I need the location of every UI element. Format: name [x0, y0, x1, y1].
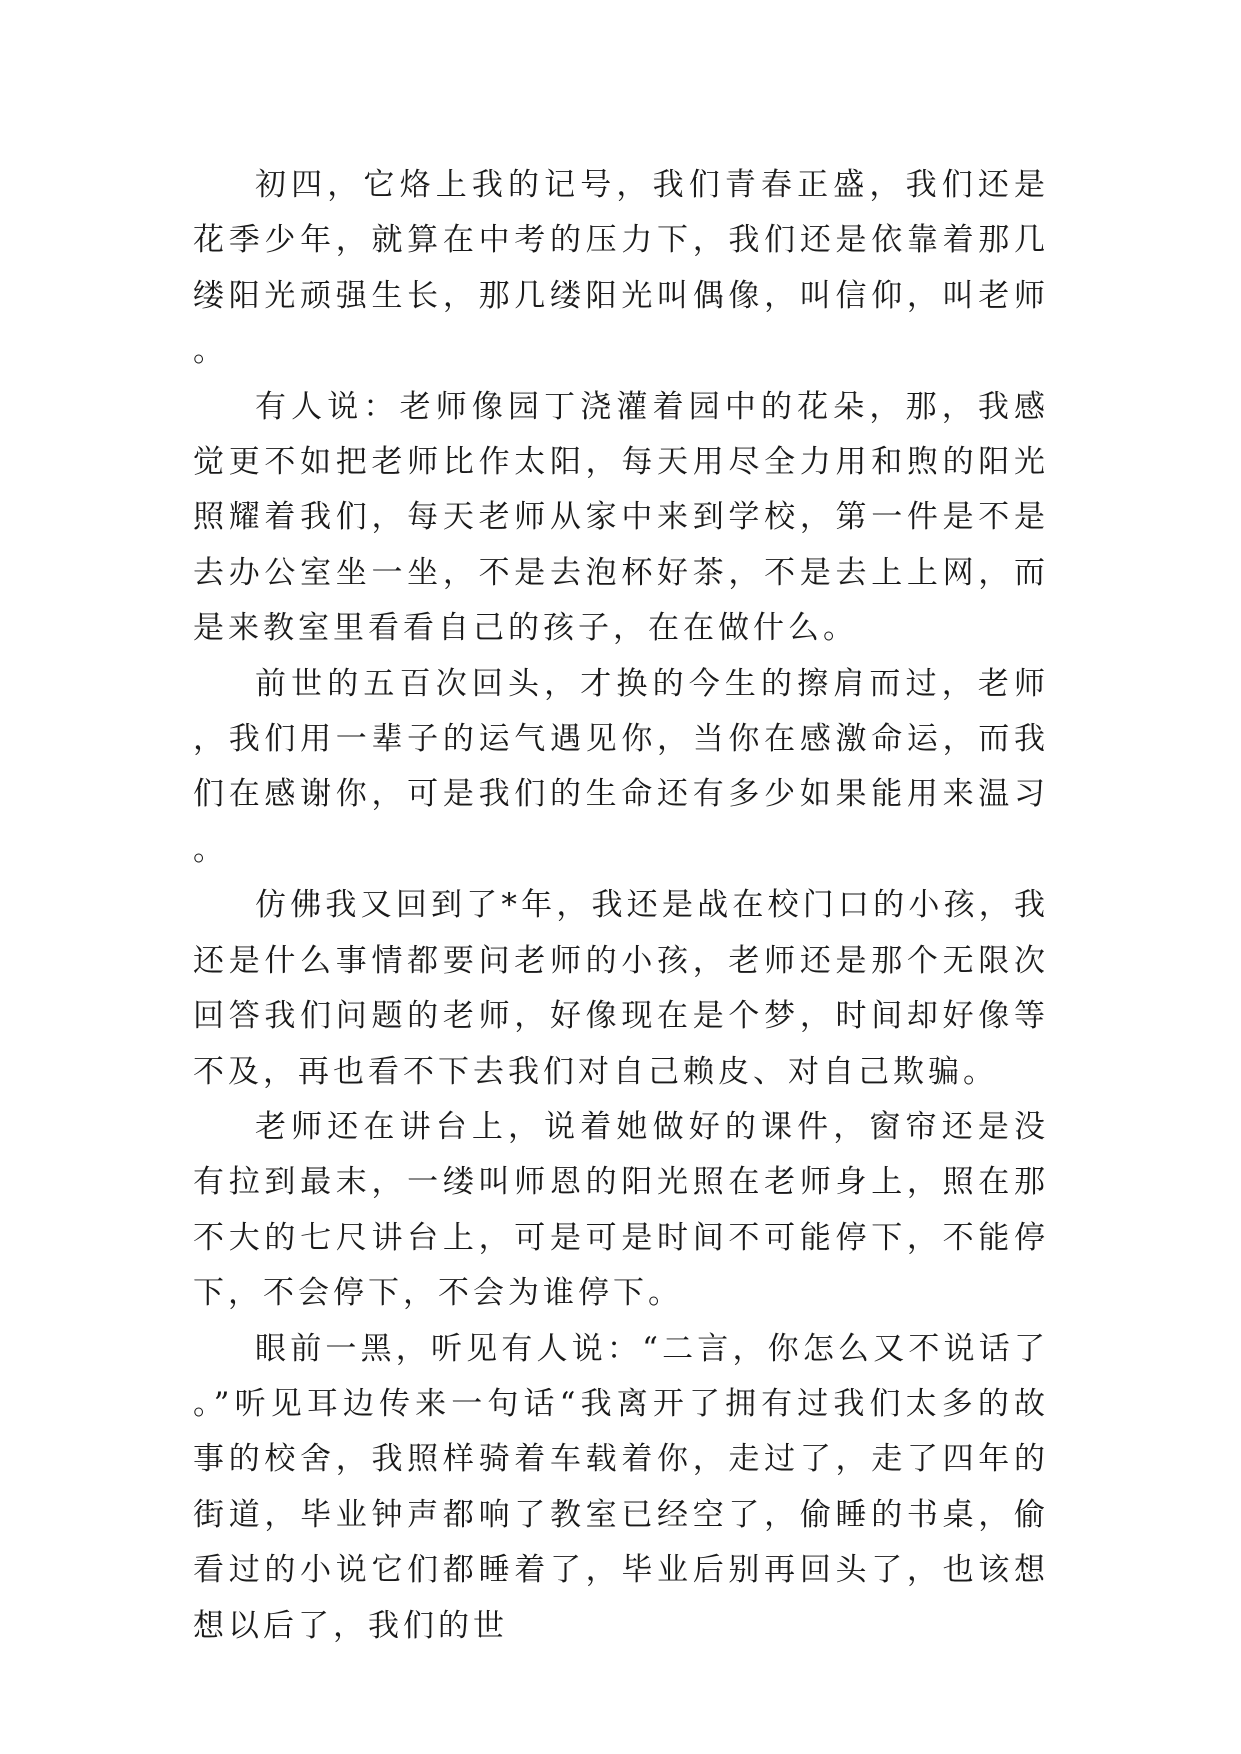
- paragraph-5: 老师还在讲台上，说着她做好的课件，窗帘还是没有拉到最末，一缕叫师恩的阳光照在老师身上，照在那不大的七尺讲台上，可是可是时间不可能停下，不能停下，不会停下，不会为谁停下。: [193, 1108, 1049, 1312]
- paragraph-3: 前世的五百次回头，才换的今生的擦肩而过，老师，我们用一辈子的运气遇见你，当你在感激命运，而我们在感谢你，可是我们的生命还有多少如果能用来温习。: [193, 665, 1049, 868]
- body-text: [193, 158, 1049, 1654]
- paragraph-4: 仿佛我又回到了*年，我还是战在校门口的小孩，我还是什么事情都要问老师的小孩，老师还是那个无限次回答我们问题的老师，好像现在是个梦，时间却好像等不及，再也看不下去我们对自己赖皮、对自己欺骗。: [193, 887, 1049, 1090]
- paragraph-6: 眼前一黑，听见有人说：“二言，你怎么又不说话了。”听见耳边传来一句话“我离开了拥有过我们太多的故事的校舍，我照样骑着车载着你，走过了，走了四年的街道，毕业钟声都响了教室已经空了，偷睡的书桌，偷看过的小说它们都睡着了，毕业后别再回头了，也该想想以后了，我们的世: [193, 1330, 1049, 1644]
- paragraph-2: 有人说：老师像园丁浇灌着园中的花朵，那，我感觉更不如把老师比作太阳，每天用尽全力用和煦的阳光照耀着我们，每天老师从家中来到学校，第一件是不是去办公室坐一坐，不是去泡杯好茶，不是去上上网，而是来教室里看看自己的孩子，在在做什么。: [193, 388, 1049, 647]
- paragraph-1: 初四，它烙上我的记号，我们青春正盛，我们还是花季少年，就算在中考的压力下，我们还是依靠着那几缕阳光顽强生长，那几缕阳光叫偶像，叫信仰，叫老师。: [193, 167, 1049, 370]
